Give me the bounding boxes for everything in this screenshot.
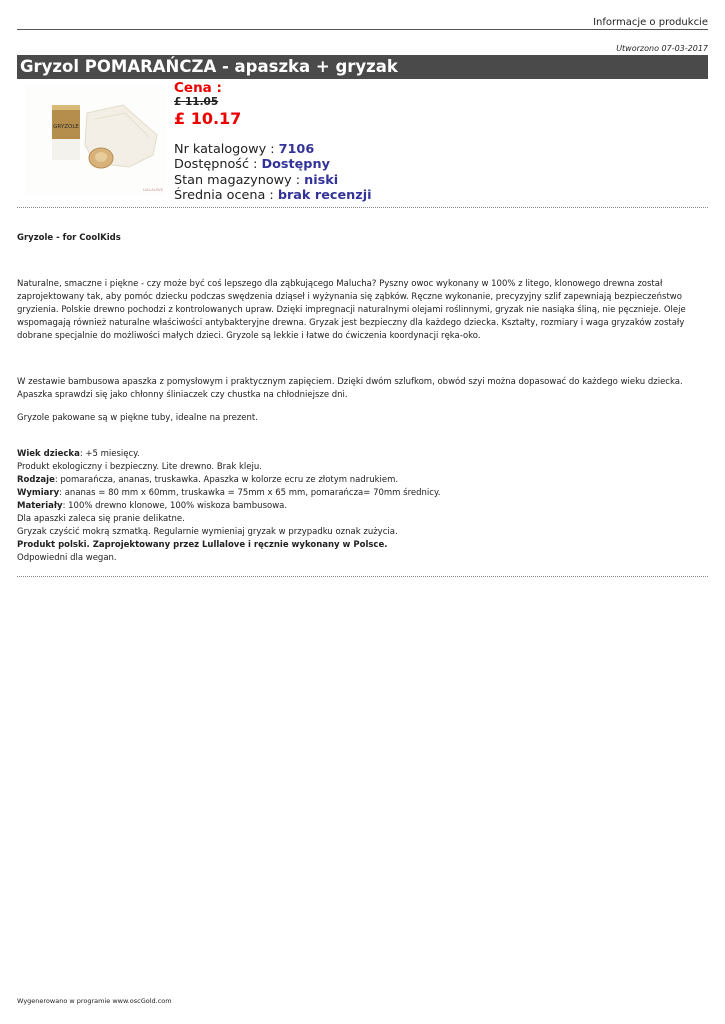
tube-brand-text: GRYZOLE — [53, 124, 79, 130]
spec-value: : +5 miesięcy. — [79, 449, 140, 459]
spec-value: : pomarańcza, ananas, truskawka. Apaszka w kolorze ecru ze złotym nadrukiem. — [54, 475, 399, 485]
page-header — [17, 0, 708, 30]
spec-label: Rodzaje — [17, 475, 55, 485]
spec-materials — [17, 500, 708, 513]
attr-label: Dostępność : — [174, 157, 262, 173]
description-paragraph: W zestawie bambusowa apaszka z pomysłowym i praktycznym zapięciem. Dzięki dwóm szlufkom, obwód szyi można dopasować do każdego wieku dziecka. Apaszka sprawdzi się jako chłonny śliniaczek czy chustka na chłodniejsze dni. — [17, 377, 683, 400]
attr-label: Średnia ocena : — [174, 187, 278, 203]
product-summary — [17, 79, 708, 207]
spec-vegan: Odpowiedni dla wegan. — [17, 553, 117, 563]
attr-catalog-number — [174, 142, 371, 157]
spec-value: : 100% drewno klonowe, 100% wiskoza bambusowa. — [62, 501, 288, 511]
product-attributes — [174, 142, 371, 203]
product-specs — [17, 448, 708, 565]
divider — [17, 576, 708, 577]
attr-value: Dostępny — [261, 157, 330, 173]
attr-stock — [174, 173, 371, 188]
spec-value: : ananas = 80 mm x 60mm, truskawka = 75mm x 65 mm, pomarańcza= 70mm średnicy. — [59, 488, 441, 498]
spec-clean: Gryzak czyścić mokrą szmatką. Regularnie wymieniaj gryzak w przypadku oznak zużycia. — [17, 527, 398, 537]
attr-label: Stan magazynowy : — [174, 172, 305, 188]
product-title: Gryzol POMARAŃCZA - apaszka + gryzak — [17, 55, 708, 79]
divider — [17, 207, 708, 208]
description-heading: Gryzole - for CoolKids — [17, 233, 121, 243]
new-price: £ 10.17 — [174, 109, 242, 128]
header-title: Informacje o produkcie — [593, 17, 708, 28]
spec-types — [17, 474, 708, 487]
price-label: Cena : — [174, 80, 222, 96]
spec-age — [17, 448, 708, 461]
spec-wash: Dla apaszki zaleca się pranie delikatne. — [17, 514, 185, 524]
attr-value: brak recenzji — [277, 187, 372, 203]
spec-label: Wiek dziecka — [17, 449, 80, 459]
attr-availability — [174, 157, 371, 172]
image-watermark: LULLALOVE — [143, 188, 163, 192]
price-block — [174, 80, 241, 128]
spec-label: Materiały — [17, 501, 63, 511]
page-footer: Wygenerowano w programie www.oscGold.com — [17, 997, 172, 1005]
spec-made-in: Produkt polski. Zaprojektowany przez Lullalove i ręcznie wykonany w Polsce. — [17, 540, 388, 550]
spec-dimensions — [17, 487, 708, 500]
attr-value: 7106 — [278, 142, 315, 157]
product-image — [25, 85, 165, 195]
attr-value: niski — [304, 172, 339, 188]
description-paragraph: Naturalne, smaczne i piękne - czy może być coś lepszego dla ząbkującego Malucha? Pyszny owoc wykonany w 100% z litego, klonowego drewna został zaprojektowany tak, aby pomóc dziecku podczas swędzenia dziąseł i wyżynania się ząbków. Ręczne wykonanie, precyzyjny szlif zapewniają bezpieczeństwo gryzienia. Polskie drewno pochodzi z kontrolowanych upraw. Dzięki impregnacji naturalnymi olejami roślinnymi, gryzak nie nasiąka śliną, nie pęcznieje. Oleje wspomagają również naturalne właściwości antybakteryjne drewna. Gryzak jest bezpieczny dla każdego dziecka. Kształty, rozmiary i waga gryzaków zostały dobrane specjalnie do możliwości małych dzieci. Gryzole są lekkie i łatwe do ćwiczenia koordynacji ręka-oko. — [17, 279, 686, 341]
print-page — [17, 0, 708, 577]
attr-label: Nr katalogowy : — [174, 142, 279, 157]
old-price: £ 11.05 — [174, 96, 219, 108]
created-date: Utworzono 07-03-2017 — [616, 44, 708, 53]
description-paragraph: Gryzole pakowane są w piękne tuby, idealne na prezent. — [17, 413, 258, 423]
spec-label: Wymiary — [17, 488, 60, 498]
attr-rating — [174, 188, 371, 203]
spec-eco: Produkt ekologiczny i bezpieczny. Lite drewno. Brak kleju. — [17, 462, 262, 472]
product-description — [17, 232, 708, 565]
